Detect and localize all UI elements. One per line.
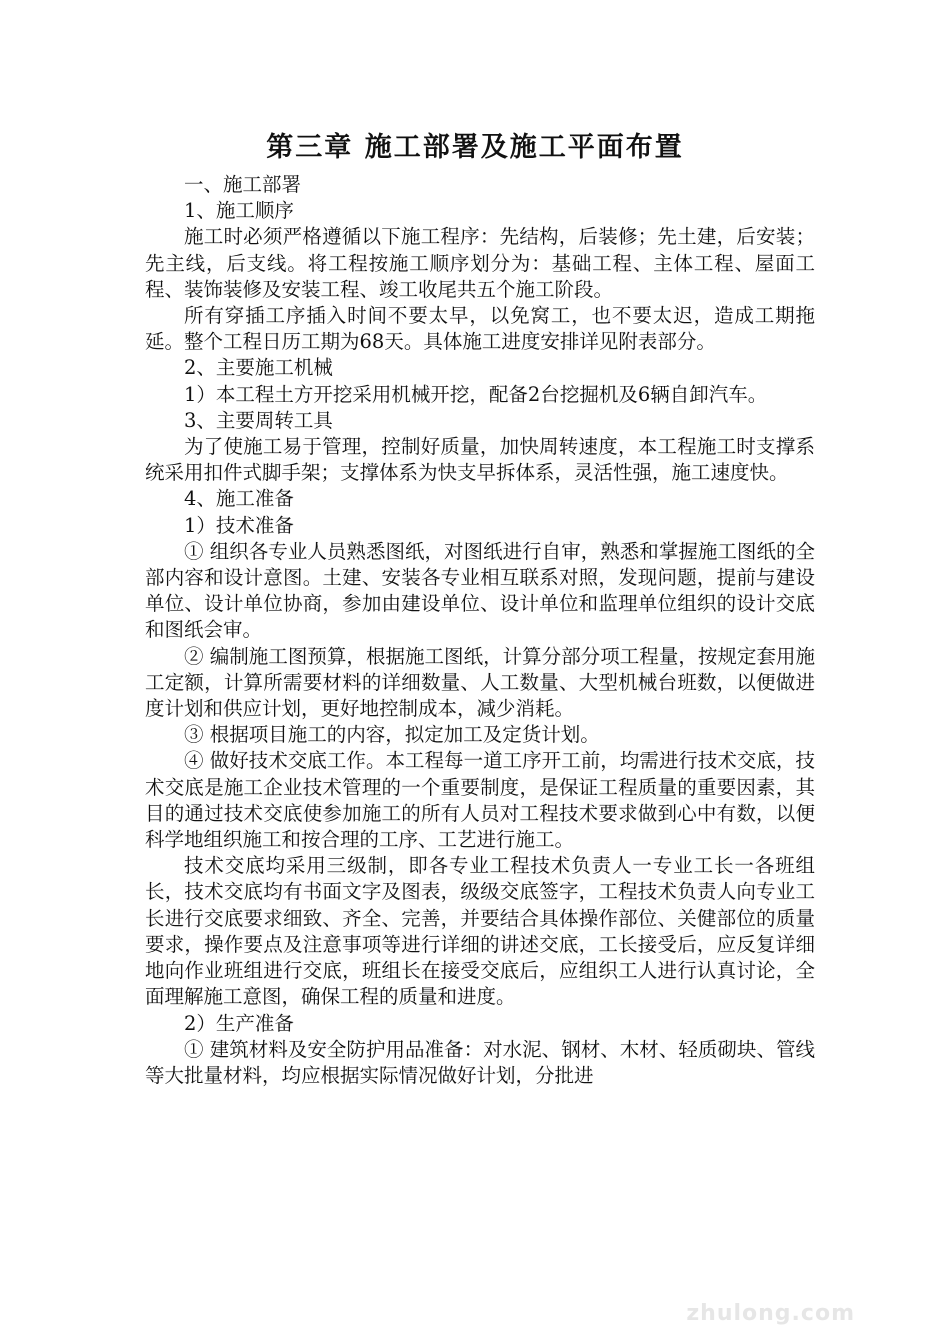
subheading-main-machinery: 2、主要施工机械	[184, 356, 333, 380]
heading-construction-deployment: 一、施工部署	[184, 173, 302, 196]
paragraph: 为了使施工易于管理，控制好质量，加快周转速度，本工程施工时支撑系统采用扣件式脚手架；支撑体系为快支早拆体系，灵活性强，施工速度快。	[145, 435, 815, 485]
paragraph: 施工时必须严格遵循以下施工程序：先结构，后装修；先土建，后安装；先主线，后支线。将工程按施工顺序划分为：基础工程、主体工程、屋面工程、装饰装修及安装工程、竣工收尾共五个施工阶段。	[145, 225, 815, 301]
paragraph: 所有穿插工序插入时间不要太早，以免窝工，也不要太迟，造成工期拖延。整个工程日历工期为68天。具体施工进度安排详见附表部分。	[145, 304, 815, 354]
subheading-turnover-tools: 3、主要周转工具	[184, 408, 333, 432]
list-item: ③ 根据项目施工的内容，拟定加工及定货计划。	[184, 723, 600, 747]
list-item: ① 建筑材料及安全防护用品准备：对水泥、钢材、木材、轻质砌块、管线等大批量材料，均应根据实际情况做好计划，分批进	[145, 1037, 815, 1087]
list-item: ② 编制施工图预算，根据施工图纸，计算分部分项工程量，按规定套用施工定额，计算所需要材料的详细数量、人工数量、大型机械台班数，以便做进度计划和供应计划，更好地控制成本，减少消耗。	[145, 644, 815, 721]
subheading-construction-sequence: 1、施工顺序	[184, 199, 294, 223]
watermark: zhulong.com	[686, 1301, 855, 1326]
document-body	[145, 172, 815, 1089]
paragraph: 1）本工程土方开挖采用机械开挖，配备2台挖掘机及6辆自卸汽车。	[184, 382, 768, 406]
paragraph: 技术交底均采用三级制，即各专业工程技术负责人一专业工长一各班组长，技术交底均有书面文字及图表，级级交底签字，工程技术负责人向专业工长进行交底要求细致、齐全、完善，并要结合具体操作部位、关健部位的质量要求，操作要点及注意事项等进行详细的讲述交底，工长接受后，应反复详细地向作业班组进行交底，班组长在接受交底后，应组织工人进行认真讨论，全面理解施工意图，确保工程的质量和进度。	[145, 854, 815, 1009]
subheading-production-preparation: 2）生产准备	[184, 1011, 294, 1035]
list-item: ① 组织各专业人员熟悉图纸，对图纸进行自审，熟悉和掌握施工图纸的全部内容和设计意图。土建、安装各专业相互联系对照，发现问题，提前与建设单位、设计单位协商，参加由建设单位、设计单位和监理单位组织的设计交底和图纸会审。	[145, 539, 815, 642]
list-item: ④ 做好技术交底工作。本工程每一道工序开工前，均需进行技术交底，技术交底是施工企业技术管理的一个重要制度，是保证工程质量的重要因素，其目的通过技术交底使参加施工的所有人员对工程技术要求做到心中有数，以便科学地组织施工和按合理的工序、工艺进行施工。	[145, 749, 815, 852]
subheading-technical-preparation: 1）技术准备	[184, 513, 294, 537]
chapter-title: 第三章 施工部署及施工平面布置	[266, 132, 684, 163]
subheading-construction-preparation: 4、施工准备	[184, 487, 294, 511]
